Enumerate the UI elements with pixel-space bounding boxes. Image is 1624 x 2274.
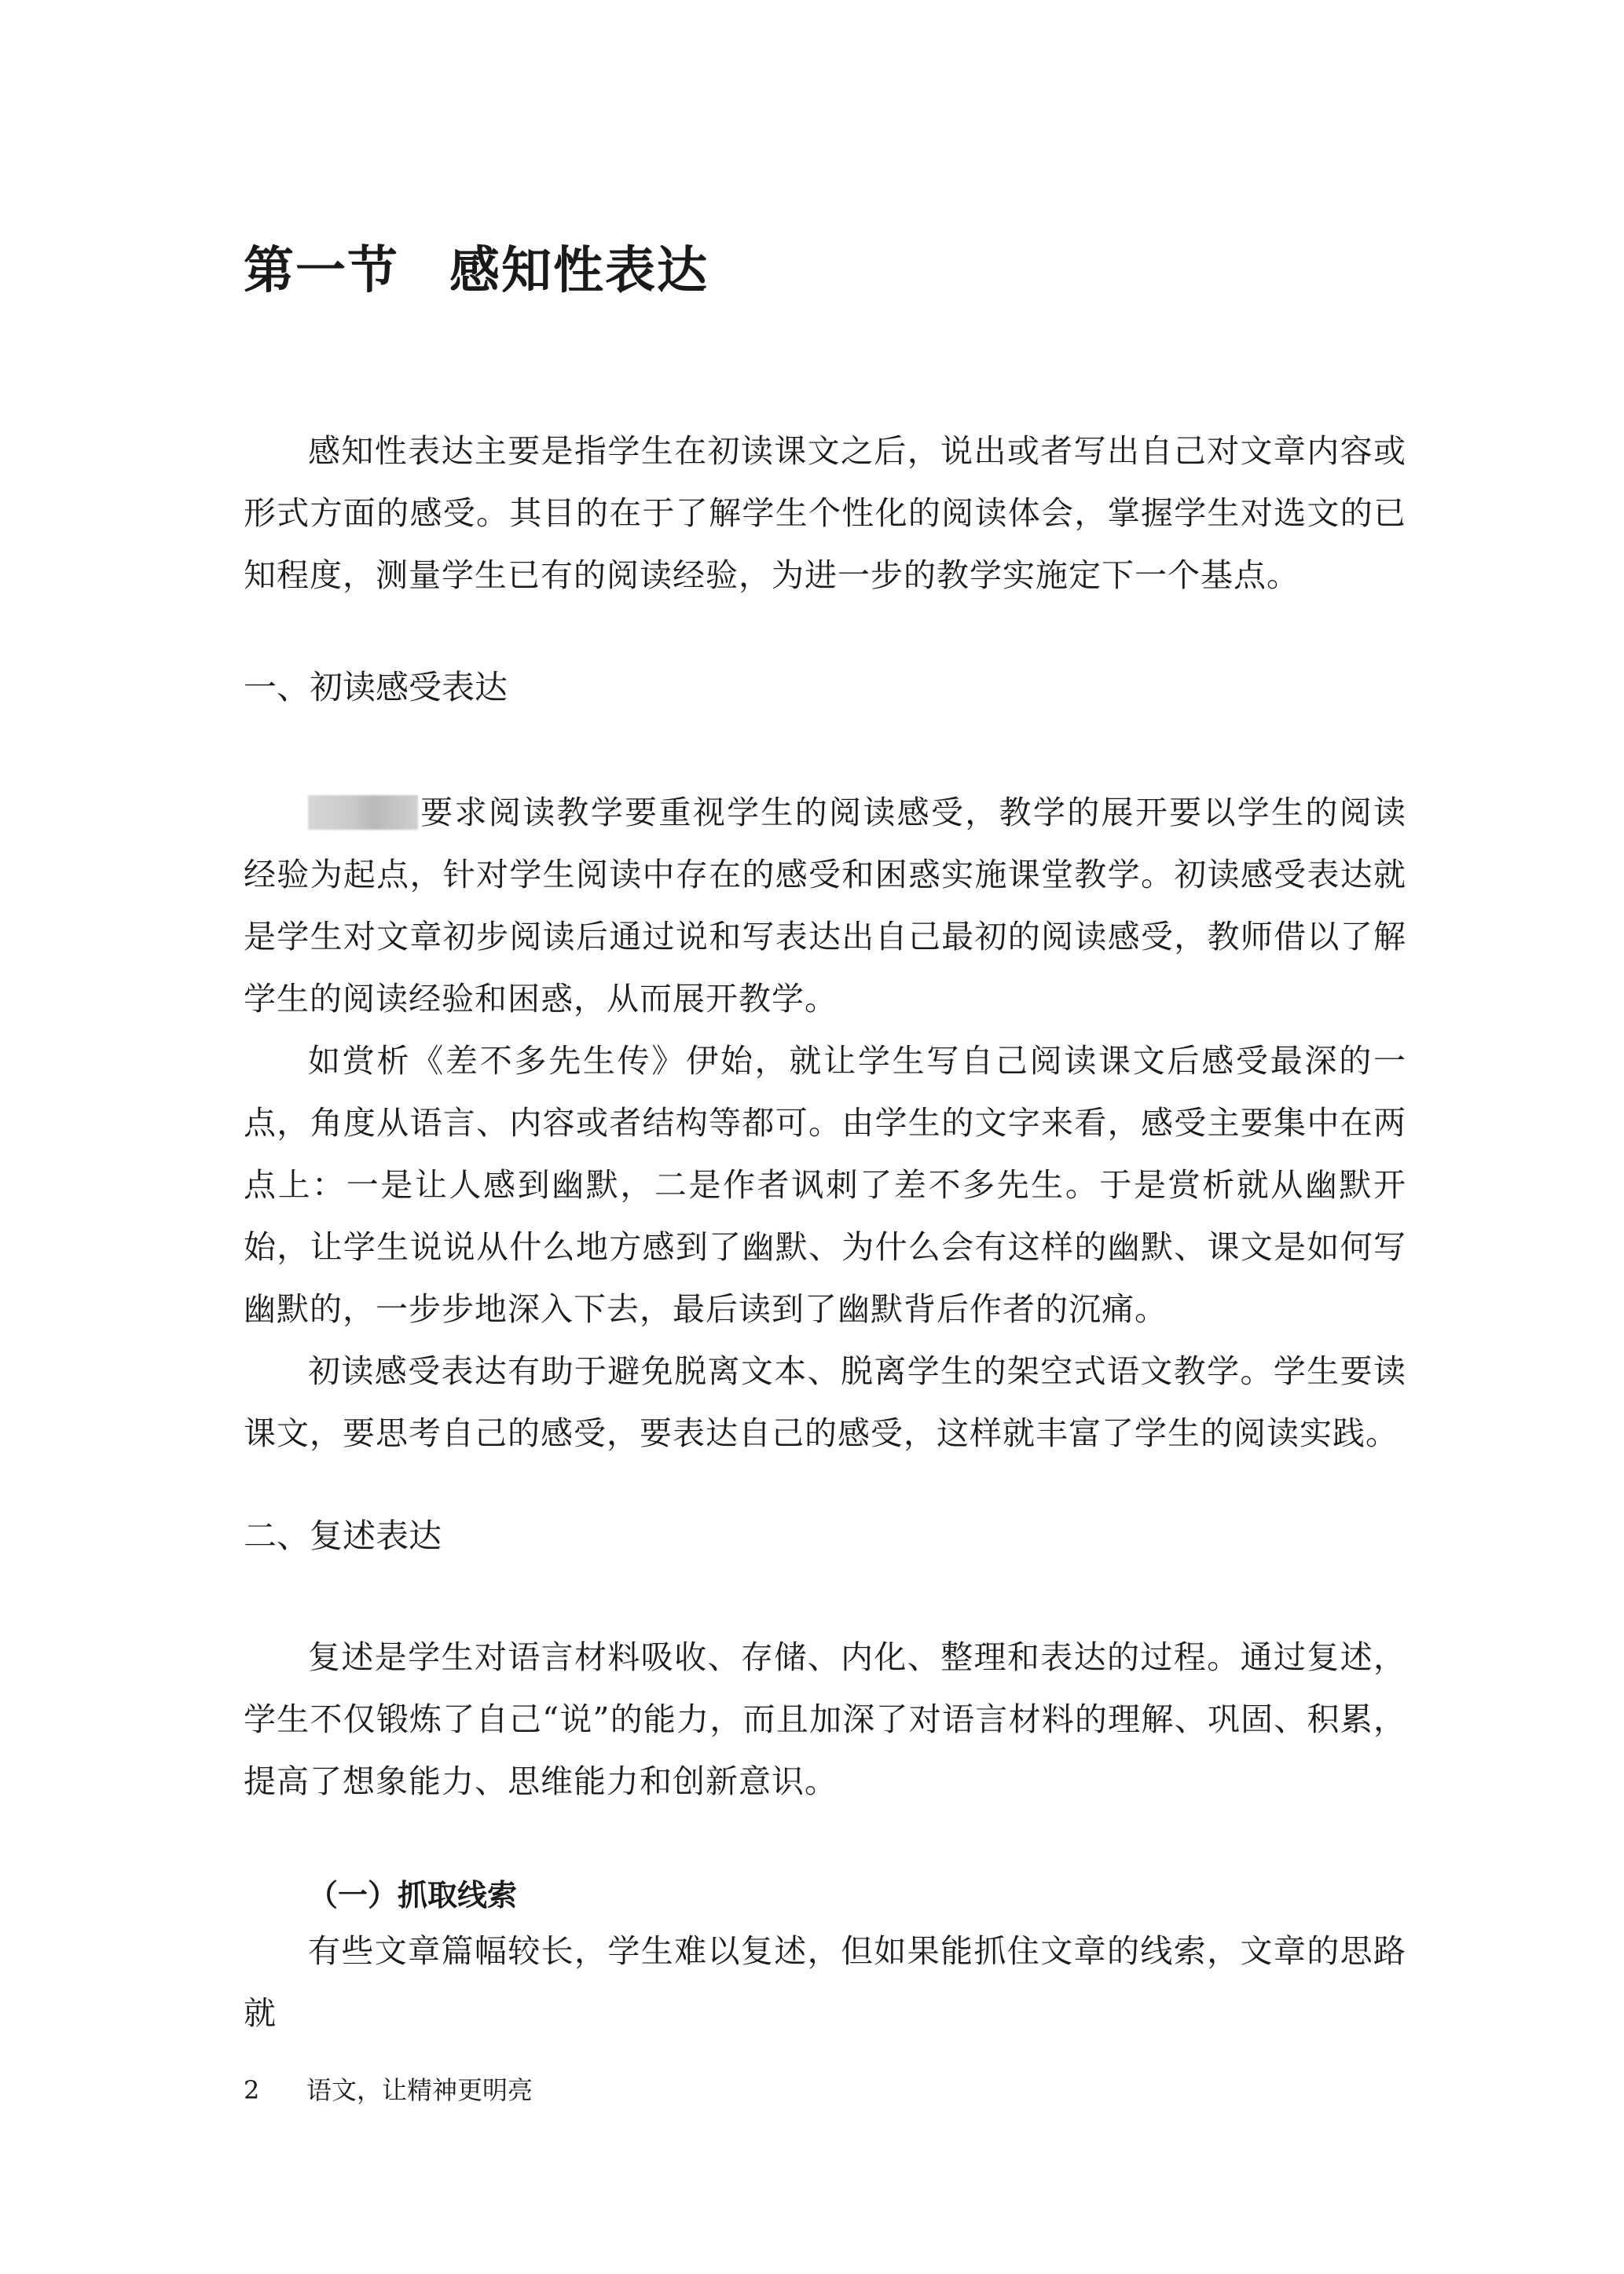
section-heading-retelling: 二、复述表达 — [244, 1517, 442, 1555]
chapter-name: 感知性表达 — [449, 241, 709, 300]
subsection-heading-block — [244, 1872, 1406, 1919]
section-1-paragraph-1-text: 要求阅读教学要重视学生的阅读感受，教学的展开要以学生的阅读经验为起点，针对学生阅读中存在的感受和困惑实施课堂教学。初读感受表达就是学生对文章初步阅读后通过说和写表达出自己最初的阅读感受，教师借以了解学生的阅读经验和困惑，从而展开教学。 — [244, 794, 1406, 1018]
section-2-heading-block — [244, 1513, 1406, 1560]
section-1-paragraph-2: 如赏析《差不多先生传》伊始，就让学生写自己阅读课文后感受最深的一点，角度从语言、内容或者结构等都可。由学生的文字来看，感受主要集中在两点上：一是让人感到幽默，二是作者讽刺了差不多先生。于是赏析就从幽默开始，让学生说说从什么地方感到了幽默、为什么会有这样的幽默、课文是如何写幽默的，一步步地深入下去，最后读到了幽默背后作者的沉痛。 — [244, 1042, 1406, 1328]
chapter-number: 第一节 — [244, 241, 399, 300]
redacted-text — [308, 795, 418, 830]
page-number: 2 — [244, 2075, 260, 2105]
page-footer — [244, 2074, 533, 2106]
section-1-heading-block — [244, 664, 1406, 711]
section-2-body — [244, 1627, 1406, 1813]
chapter-title — [244, 240, 709, 303]
subsection-paragraph: 有些文章篇幅较长，学生难以复述，但如果能抓住文章的线索，文章的思路就 — [244, 1932, 1406, 2032]
section-2-paragraph: 复述是学生对语言材料吸收、存储、内化、整理和表达的过程。通过复述，学生不仅锻炼了自己“说”的能力，而且加深了对语言材料的理解、巩固、积累，提高了想象能力、思维能力和创新意识。 — [244, 1638, 1406, 1800]
section-1-paragraph-3: 初读感受表达有助于避免脱离文本、脱离学生的架空式语文教学。学生要读课文，要思考自己的感受，要表达自己的感受，这样就丰富了学生的阅读实践。 — [244, 1352, 1406, 1452]
subsection-body — [244, 1920, 1406, 2045]
intro-paragraph: 感知性表达主要是指学生在初读课文之后，说出或者写出自己对文章内容或形式方面的感受。其目的在于了解学生个性化的阅读体会，掌握学生对选文的已知程度，测量学生已有的阅读经验，为进一步的教学实施定下一个基点。 — [244, 432, 1406, 594]
intro-block — [244, 420, 1406, 607]
running-title: 语文，让精神更明亮 — [306, 2075, 533, 2105]
subsection-heading-clues: （一）抓取线索 — [308, 1878, 518, 1913]
section-1-body — [244, 782, 1406, 1465]
section-heading-initial-reading: 一、初读感受表达 — [244, 668, 508, 706]
section-1-paragraph-1 — [244, 782, 1406, 1030]
